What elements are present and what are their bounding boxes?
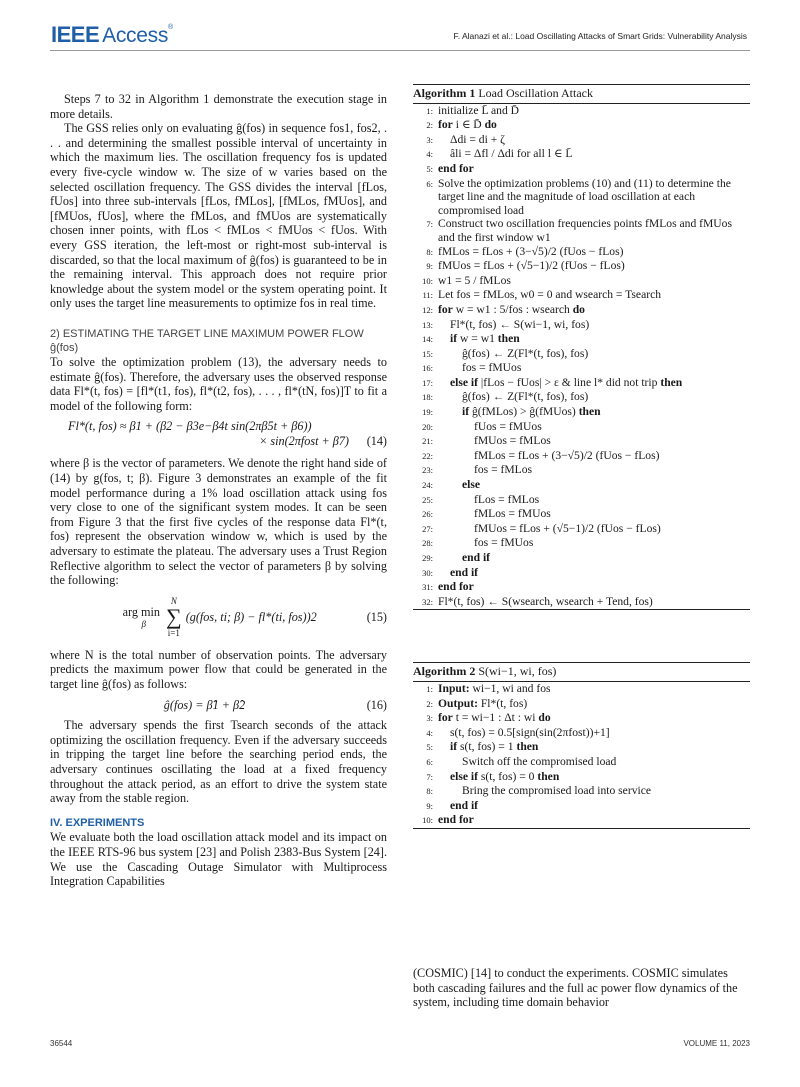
logo-ieee: IEEE — [51, 22, 100, 47]
algorithm-line: 1: initialize L̄ and D̄ — [426, 103, 520, 117]
algorithm-line: 13: Fl*(t, fos) ← S(wi−1, wi, fos) — [422, 317, 590, 331]
algorithm-1-caption: Algorithm 1 Load Oscillation Attack — [413, 85, 750, 104]
algorithm-line: 4: s(t, fos) = 0.5[sign(sin(2πfost))+1] — [426, 725, 610, 739]
algorithm-line: 1: Input: wi−1, wi and fos — [426, 681, 551, 695]
algorithm-line: 15: ĝ(fos) ← Z(Fl*(t, fos), fos) — [422, 346, 589, 360]
page-number: 36544 — [50, 1039, 73, 1048]
algorithm-line: 18: ĝ(fos) ← Z(Fl*(t, fos), fos) — [422, 390, 589, 404]
running-title: F. Alanazi et al.: Load Oscillating Attacks of Smart Grids: Vulnerability Analysis — [453, 31, 747, 41]
paragraph-4: where β is the vector of parameters. We denote the right hand side of (14) by g(fos, t; β). Figure 3 demonstrates an example of the fit model performance during a 1% load oscillation attack using fos very close to one of the significant system modes. It can be seen from Figure 3 that the first five cycles of the response data Fl*(t, fos) represent the observation window w, which is used by the adversary to estimate the plateau. The adversary uses a Trust Region Reflective algorithm to select the vector of parameters β by solving the following: — [50, 456, 387, 588]
eq14-line1: Fl*(t, fos) ≈ β1 + (β2 − β3e−β4t sin(2πβ5t + β6)) — [68, 419, 312, 434]
algorithm-2-caption: Algorithm 2 S(wi−1, wi, fos) — [413, 663, 750, 682]
paragraph-5: where N is the total number of observation points. The adversary predicts the maximum power flow that could be generated in the target line ĝ(fos) as follows: — [50, 647, 387, 691]
algorithm-line: 29: end if — [422, 551, 491, 564]
algorithm-line: 28: fos = fMUos — [422, 536, 534, 550]
algorithm-line: 9: end if — [426, 798, 479, 812]
volume-label: VOLUME 11, 2023 — [683, 1039, 750, 1048]
section-heading-iv: IV. EXPERIMENTS — [50, 816, 145, 829]
algorithm-line: 25: fLos = fMLos — [422, 492, 540, 506]
equation-14 — [50, 419, 387, 448]
algorithm-line: 3: for t = wi−1 : Δt : wi do — [426, 711, 551, 725]
algorithm-line: 27: fMUos = fLos + (√5−1)/2 (fUos − fLos) — [422, 521, 661, 535]
algorithm-line: 17: else if |fLos − fUos| > ε & line l* did not trip then — [422, 375, 683, 389]
algorithm-line: 30: end if — [422, 565, 479, 579]
algorithm-line: 21: fMUos = fMLos — [422, 434, 551, 448]
eq15-body: (g(fos, ti; β) − fl*(ti, fos))2 — [185, 609, 317, 624]
paragraph-6: The adversary spends the first Tsearch seconds of the attack optimizing the oscillation frequency. Even if the adversary succeeds in tripping the target line before the searching period ends, the adversary continues oscillating the load at a fixed frequency throughout the attack period, as an effort to drive the system state away from the stable region. — [50, 718, 387, 806]
section-heading-2: 2) ESTIMATING THE TARGET LINE MAXIMUM POWER FLOW ĝ(fos) — [50, 327, 364, 354]
algorithm-line: 31: end for — [422, 580, 474, 594]
algorithm-line: 26: fMLos = fMUos — [422, 507, 551, 521]
paragraph-right-tail: (COSMIC) [14] to conduct the experiments. COSMIC simulates both cascading failures and the full ac power flow dynamics of the system, including time domain behavior — [413, 966, 738, 1010]
eq14-number: (14) — [366, 433, 387, 448]
algorithm-2 — [413, 662, 750, 829]
algorithm-1-lines — [413, 104, 750, 610]
algorithm-line: 6: Solve the optimization problems (10) and (11) to determine the target line and the magnitude of load oscillation at each compromised load — [426, 176, 731, 217]
eq14-line2: × sin(2πfost + β7) — [259, 433, 349, 448]
algorithm-line: 14: if w = w1 then — [422, 332, 520, 346]
algorithm-line: 12: for w = w1 : 5/fos : wsearch do — [422, 302, 585, 316]
algorithm-line: 2: for i ∈ D̄ do — [426, 118, 497, 132]
algorithm-line: 6: Switch off the compromised load — [426, 754, 617, 768]
algorithm-line: 20: fUos = fMUos — [422, 419, 542, 433]
right-column — [413, 84, 750, 829]
algorithm-line: 5: if s(t, fos) = 1 then — [426, 740, 539, 754]
eq15-number: (15) — [366, 609, 387, 624]
paragraph-1: Steps 7 to 32 in Algorithm 1 demonstrate the execution stage in more details. — [50, 92, 387, 121]
algorithm-line: 22: fMLos = fLos + (3−√5)/2 (fUos − fLos) — [422, 448, 660, 462]
header-rule — [50, 50, 750, 51]
algorithm-line: 10: end for — [422, 813, 474, 827]
eq15-sum-icon: N ∑ i=1 — [166, 595, 182, 638]
algorithm-line: 7: Construct two oscillation frequencies points fMLos and fMUos and the first window w1 — [426, 217, 732, 244]
algorithm-line: 10: w1 = 5 / fMLos — [422, 273, 511, 287]
paragraph-3: To solve the optimization problem (13), the adversary needs to estimate ĝ(fos). Therefore, the adversary uses the observed response data Fl*(t, fos) = [fl*(t1, fos), fl*(t2, fos), . . . , fl*(tN, fos)]T to fit a model of the following form: — [50, 354, 387, 413]
algorithm-line: 4: âli = Δfl / Δdi for all l ∈ L̄ — [426, 147, 573, 161]
algorithm-line: 3: Δdi = di + ζ — [426, 132, 505, 146]
algorithm-line: 24: else — [422, 478, 481, 492]
algorithm-line: 8: fMLos = fLos + (3−√5)/2 (fUos − fLos) — [426, 244, 624, 258]
equation-15 — [50, 596, 387, 638]
algorithm-line: 2: Output: Fl*(t, fos) — [426, 696, 528, 710]
algorithm-line: 16: fos = fMUos — [422, 361, 522, 375]
algorithm-line: 7: else if s(t, fos) = 0 then — [426, 769, 560, 783]
paragraph-7: We evaluate both the load oscillation attack model and its impact on the IEEE RTS-96 bus system [23] and Polish 2383-Bus System [24]. We use the Cascading Outage Simulator with Multiprocess Integration Capabilities — [50, 830, 387, 889]
algorithm-line: 5: end for — [426, 161, 474, 175]
algorithm-line: 8: Bring the compromised load into service — [426, 784, 651, 798]
logo-access: Access® — [102, 24, 173, 47]
algorithm-2-lines — [413, 682, 750, 828]
left-column — [50, 92, 387, 889]
algorithm-1 — [413, 84, 750, 610]
paragraph-2: The GSS relies only on evaluating ĝ(fos) in sequence fos1, fos2, . . . and determining the smallest possible interval of uncertainty in which the maximum lies. The oscillation frequency fos is updated every five-cycle window w. The size of w varies based on the selected oscillation frequency. The GSS divides the interval [fLos, fUos] into three sub-intervals [fLos, fMLos], [fMLos, fMUos], and [fMUos, fUos], where the fMLos, and fMUos are systematically chosen inner points, with fLos < fMLos < fMUos < fUos. With every GSS iteration, the left-most or right-most sub-interval is discarded, so that the local maximum of ĝ(fos) is guaranteed to be in the remaining interval. This approach does not require prior knowledge about the system model or the system operating point. It only uses the target line measurements to optimize fos in real time. — [50, 121, 387, 311]
eq15-argmin: arg min β — [122, 605, 160, 629]
algorithm-line: 32: Fl*(t, fos) ← S(wsearch, wsearch + Tend, fos) — [422, 594, 653, 608]
algorithm-line: 23: fos = fMLos — [422, 463, 533, 477]
algorithm-line: 19: if ĝ(fMLos) > ĝ(fMUos) then — [422, 405, 601, 419]
algorithm-line: 11: Let fos = fMLos, w0 = 0 and wsearch = Tsearch — [422, 288, 662, 302]
algorithm-line: 9: fMUos = fLos + (√5−1)/2 (fUos − fLos) — [426, 259, 625, 273]
ieee-access-logo — [51, 22, 173, 47]
equation-16: ĝ(fos) = β̂1 + β̂2 (16) — [163, 697, 387, 712]
